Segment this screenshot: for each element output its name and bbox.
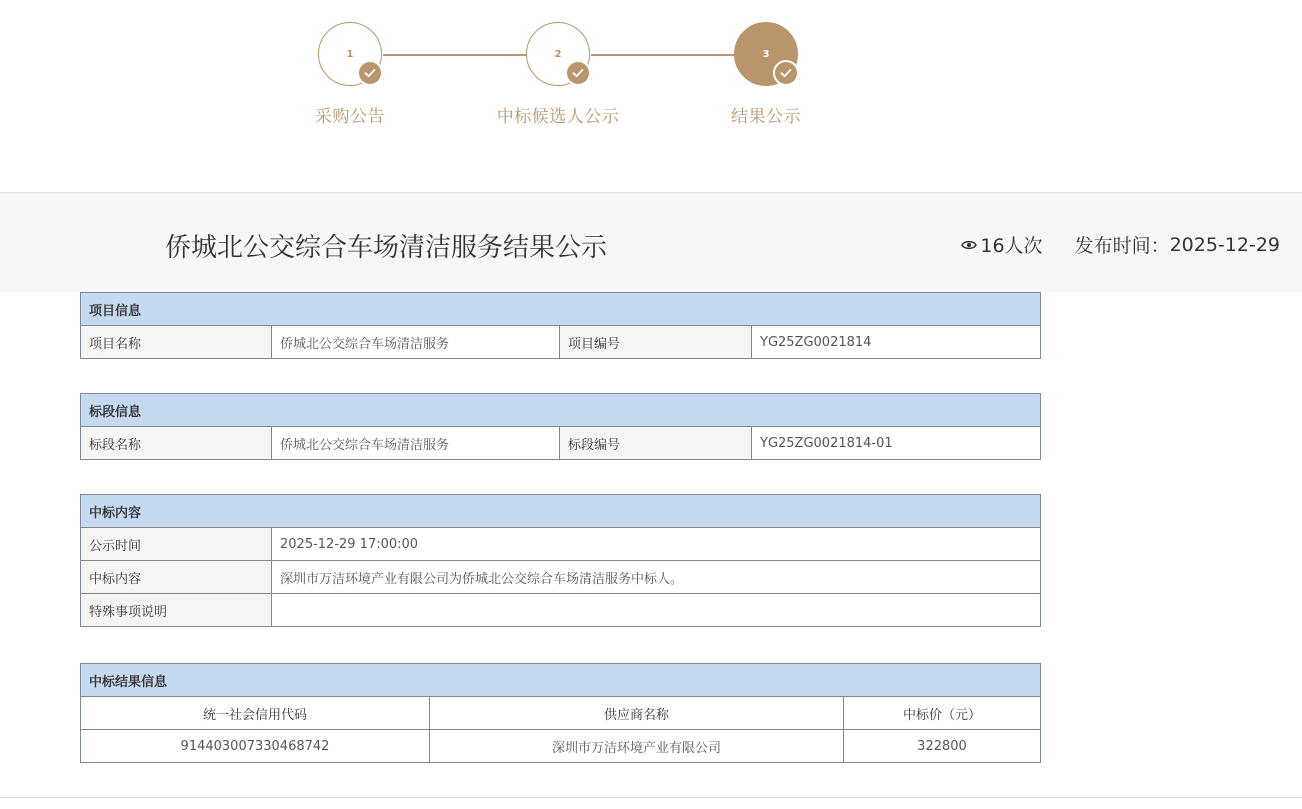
step-candidate-notice[interactable] <box>458 22 658 127</box>
check-icon <box>773 60 799 86</box>
step-circle <box>526 22 590 86</box>
award-content-section <box>80 494 1040 627</box>
eye-icon <box>961 239 977 251</box>
step-number: 2 <box>554 49 562 60</box>
lot-info-section <box>80 393 1040 460</box>
column-header: 统一社会信用代码 <box>81 697 430 730</box>
step-label: 采购公告 <box>315 107 385 127</box>
notice-header <box>0 192 1302 292</box>
publish-date: 2025-12-29 <box>1169 233 1280 256</box>
table-row <box>81 594 1041 627</box>
field-label: 项目名称 <box>81 326 272 359</box>
award-result-section <box>80 663 1040 763</box>
bottom-divider <box>0 797 1302 798</box>
step-procurement-notice[interactable] <box>250 22 450 127</box>
award-content-table <box>80 494 1041 627</box>
notice-meta <box>961 231 1280 258</box>
project-info-table <box>80 292 1041 359</box>
section-title: 中标结果信息 <box>81 664 1041 697</box>
field-label: 项目编号 <box>560 326 752 359</box>
field-label: 公示时间 <box>81 528 272 561</box>
project-name-value: 侨城北公交综合车场清洁服务 <box>272 326 560 359</box>
view-count-value: 16人次 <box>980 235 1043 257</box>
lot-info-table <box>80 393 1041 460</box>
progress-stepper <box>0 0 1302 192</box>
field-value <box>272 594 1041 627</box>
section-title: 标段信息 <box>81 394 1041 427</box>
field-label: 标段编号 <box>560 427 752 460</box>
table-row <box>81 528 1041 561</box>
award-price-cell: 322800 <box>844 730 1041 763</box>
field-label: 特殊事项说明 <box>81 594 272 627</box>
step-number: 1 <box>346 49 354 60</box>
field-value: 2025-12-29 17:00:00 <box>272 528 1041 561</box>
page-title: 侨城北公交综合车场清洁服务结果公示 <box>165 233 608 263</box>
lot-code-value: YG25ZG0021814-01 <box>752 427 1041 460</box>
step-circle <box>318 22 382 86</box>
check-icon <box>357 60 383 86</box>
section-title: 项目信息 <box>81 293 1041 326</box>
step-number: 3 <box>762 49 770 60</box>
table-row <box>81 730 1041 763</box>
step-label: 结果公示 <box>731 107 801 127</box>
section-title: 中标内容 <box>81 495 1041 528</box>
step-result-notice[interactable] <box>666 22 866 127</box>
column-header: 供应商名称 <box>430 697 844 730</box>
project-info-section <box>80 292 1040 359</box>
field-label: 中标内容 <box>81 561 272 594</box>
step-circle <box>734 22 798 86</box>
publish-label: 发布时间： <box>1074 235 1170 257</box>
project-code-value: YG25ZG0021814 <box>752 326 1041 359</box>
field-label: 标段名称 <box>81 427 272 460</box>
field-value: 深圳市万洁环境产业有限公司为侨城北公交综合车场清洁服务中标人。 <box>272 561 1041 594</box>
supplier-name-cell: 深圳市万洁环境产业有限公司 <box>430 730 844 763</box>
table-row <box>81 561 1041 594</box>
step-label: 中标候选人公示 <box>496 107 620 127</box>
view-count <box>961 231 1042 258</box>
check-icon <box>565 60 591 86</box>
table-header-row <box>81 697 1041 730</box>
lot-name-value: 侨城北公交综合车场清洁服务 <box>272 427 560 460</box>
column-header: 中标价（元） <box>844 697 1041 730</box>
credit-code-cell: 914403007330468742 <box>81 730 430 763</box>
award-result-table <box>80 663 1041 763</box>
